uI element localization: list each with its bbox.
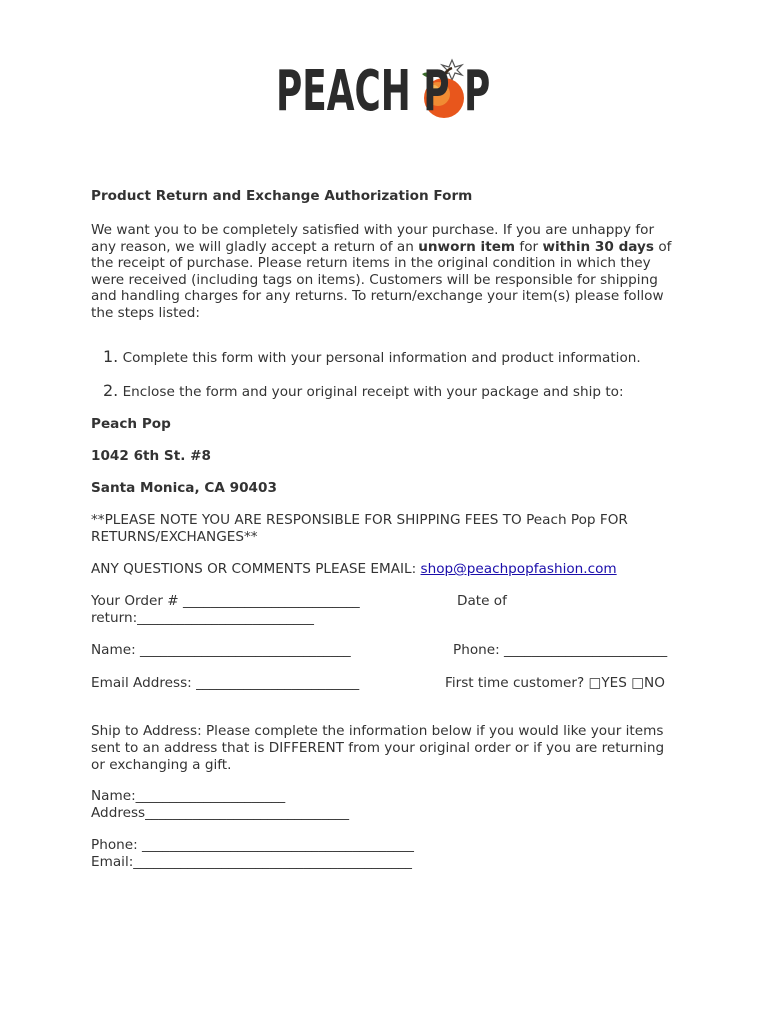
name-field[interactable]: Name: _______________________________	[91, 642, 351, 658]
phone-field[interactable]: Phone: ________________________	[453, 642, 668, 658]
step-number: 1.	[103, 347, 119, 366]
intro-text-2: for	[515, 238, 543, 255]
wordmark: PEACH P P	[276, 59, 491, 124]
order-number-field[interactable]: Your Order # __________________________	[91, 593, 360, 609]
questions-label: ANY QUESTIONS OR COMMENTS PLEASE EMAIL:	[91, 561, 421, 577]
date-of-return-label: Date of	[457, 593, 507, 609]
step-2	[103, 383, 624, 401]
contact-email-link[interactable]: shop@peachpopfashion.com	[420, 561, 617, 577]
intro-text-1: We want you to be completely satisfied with your purchase. If you are unhappy for any reason, we will gladly accept a return of an	[91, 222, 655, 255]
ship-name-field[interactable]: Name:______________________	[91, 788, 286, 804]
step-text: Enclose the form and your original receipt with your package and ship to:	[122, 384, 624, 400]
form-title: Product Return and Exchange Authorization Form	[91, 188, 473, 204]
ship-to-line1: Ship to Address: Please complete the information below if you would like your items	[91, 723, 664, 739]
step-number: 2.	[103, 381, 119, 400]
peach-pop-logo	[276, 56, 496, 126]
intro-text-3: of the receipt of purchase. Please return items in the original condition in which they were received (including tags on items). Customers will be responsible for shipping and handling charges for any returns. To return/exchange your item(s) please follow the steps listed:	[91, 238, 672, 321]
first-time-label: First time customer?	[445, 675, 589, 691]
address-city: Santa Monica, CA 90403	[91, 480, 277, 496]
yes-checkbox[interactable]: □	[588, 675, 602, 691]
intro-bold-30-days: within 30 days	[542, 238, 655, 255]
questions-line	[91, 561, 617, 578]
intro-paragraph	[91, 222, 681, 322]
shipping-note-line2: RETURNS/EXCHANGES**	[91, 529, 258, 545]
ship-phone-field[interactable]: Phone: ________________________________________	[91, 837, 414, 853]
step-1	[103, 349, 641, 367]
yes-label: YES	[601, 675, 632, 691]
shipping-note-line1: **PLEASE NOTE YOU ARE RESPONSIBLE FOR SHIPPING FEES TO Peach Pop FOR	[91, 512, 628, 528]
ship-email-field[interactable]: Email:_________________________________________	[91, 854, 412, 870]
email-address-field[interactable]: Email Address: ________________________	[91, 675, 360, 691]
ship-address-field[interactable]: Address______________________________	[91, 805, 350, 821]
address-name: Peach Pop	[91, 416, 171, 432]
ship-to-line2: sent to an address that is DIFFERENT from your original order or if you are returning	[91, 740, 665, 756]
intro-bold-unworn: unworn item	[418, 238, 516, 255]
step-text: Complete this form with your personal information and product information.	[122, 350, 641, 366]
date-of-return-field[interactable]: return:__________________________	[91, 610, 314, 626]
address-street: 1042 6th St. #8	[91, 448, 211, 464]
ship-to-line3: or exchanging a gift.	[91, 757, 232, 773]
no-label: NO	[644, 675, 665, 691]
no-checkbox[interactable]: □	[631, 675, 645, 691]
first-time-customer	[445, 675, 665, 692]
